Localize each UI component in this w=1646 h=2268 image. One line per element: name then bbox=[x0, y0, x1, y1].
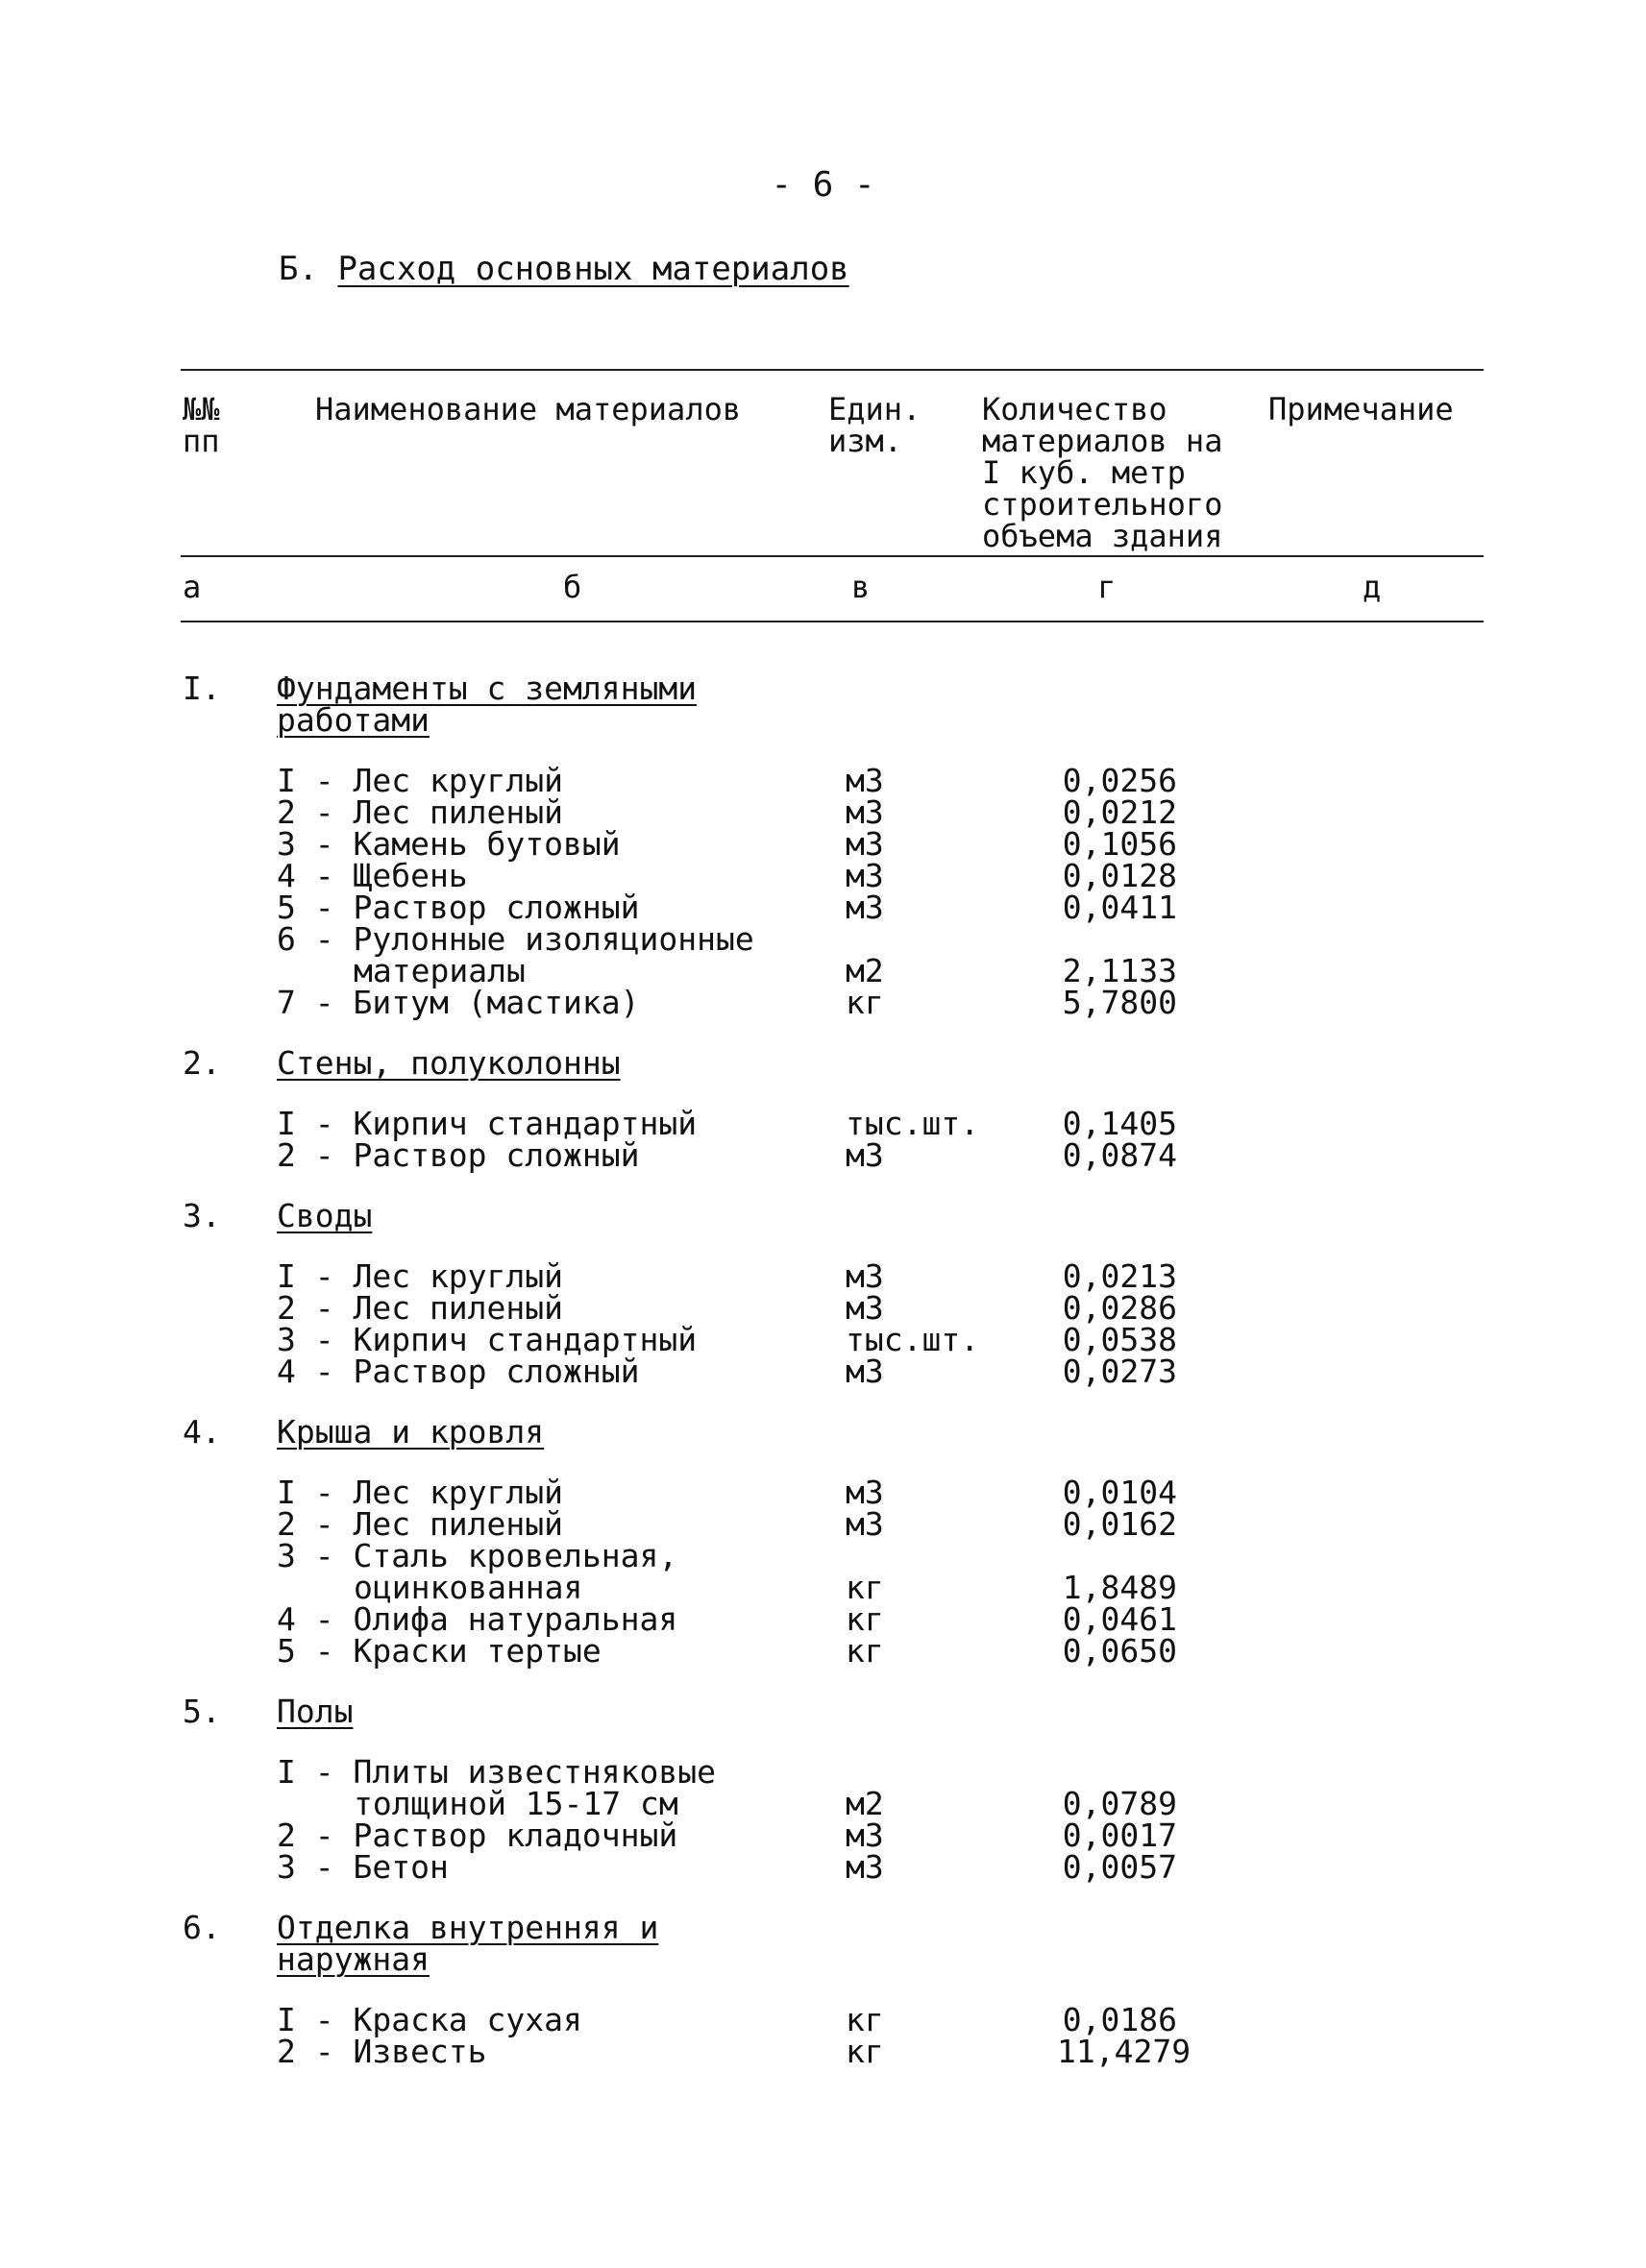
section-number: 2. bbox=[183, 1044, 221, 1082]
header-num-line: пп bbox=[183, 423, 220, 459]
header-name bbox=[315, 391, 742, 427]
unit-cell: м3 bbox=[846, 1136, 884, 1174]
table-row bbox=[0, 1753, 1646, 1822]
table-row bbox=[0, 1600, 1646, 1638]
heading-prefix: Б. bbox=[279, 250, 318, 288]
header-quantity-line: материалов на bbox=[982, 423, 1223, 459]
section-number: 4. bbox=[183, 1413, 221, 1451]
material-name: 7 - Битум (мастика) bbox=[277, 984, 640, 1021]
section-number: I. bbox=[183, 670, 221, 707]
material-name-cell bbox=[277, 1353, 815, 1390]
table-row bbox=[0, 762, 1646, 799]
material-name-cell bbox=[277, 857, 815, 894]
material-name: 2 - Лес пиленый bbox=[277, 793, 564, 831]
quantity-cell: 0,0411 bbox=[1062, 889, 1177, 926]
section-number: 6. bbox=[183, 1909, 221, 1946]
material-name-cell bbox=[277, 1136, 815, 1174]
quantity-cell: 0,0789 bbox=[1062, 1785, 1177, 1822]
section-title: Крыша и кровля bbox=[277, 1413, 545, 1451]
quantity-cell: 0,0650 bbox=[1062, 1632, 1177, 1670]
section-items bbox=[0, 2001, 1646, 2070]
material-name-cell bbox=[277, 1105, 815, 1142]
unit-cell: м3 bbox=[846, 889, 884, 926]
unit-cell: м3 bbox=[846, 793, 884, 831]
material-name: I - Краска сухая bbox=[277, 2001, 582, 2038]
table-row bbox=[0, 1289, 1646, 1327]
table-row bbox=[0, 889, 1646, 926]
quantity-cell: 0,0273 bbox=[1062, 1353, 1177, 1390]
table-row bbox=[0, 793, 1646, 831]
header-unit bbox=[828, 391, 921, 459]
material-name: 4 - Раствор сложный bbox=[277, 1353, 640, 1390]
material-name-cell bbox=[277, 2001, 815, 2038]
quantity-cell: 0,0461 bbox=[1062, 1600, 1177, 1638]
column-letter: а bbox=[183, 569, 202, 605]
material-name-cell bbox=[277, 1257, 815, 1295]
section-items bbox=[0, 762, 1646, 1021]
unit-cell: кг bbox=[846, 2001, 884, 2038]
table-section bbox=[0, 1044, 1646, 1174]
letters-bottom-rule bbox=[181, 621, 1484, 622]
material-name-cell bbox=[277, 1474, 815, 1511]
section-number: 3. bbox=[183, 1197, 221, 1234]
unit-cell: м3 bbox=[846, 1848, 884, 1886]
material-name: 6 - Рулонные изоляционные bbox=[277, 920, 754, 958]
table-row bbox=[0, 1817, 1646, 1854]
table-row bbox=[0, 825, 1646, 863]
material-name-cell bbox=[277, 1817, 815, 1854]
section-items bbox=[0, 1105, 1646, 1174]
material-name: I - Лес круглый bbox=[277, 762, 564, 799]
section-number: 5. bbox=[183, 1693, 221, 1730]
unit-cell: м2 bbox=[846, 1785, 884, 1822]
material-name: 4 - Щебень bbox=[277, 857, 468, 894]
unit-cell: кг bbox=[846, 1569, 884, 1606]
quantity-cell: 1,8489 bbox=[1062, 1569, 1177, 1606]
section-title: Отделка внутренняя и наружная bbox=[277, 1909, 659, 1978]
heading-title: Расход основных материалов bbox=[337, 250, 849, 288]
quantity-cell: 0,0057 bbox=[1062, 1848, 1177, 1886]
material-name-cell bbox=[277, 2033, 815, 2070]
quantity-cell: 0,0213 bbox=[1062, 1257, 1177, 1295]
column-letter: в bbox=[851, 569, 871, 605]
table-row bbox=[0, 1321, 1646, 1358]
table-section bbox=[0, 1909, 1646, 2070]
material-name-continuation: оцинкованная bbox=[354, 1569, 583, 1606]
header-unit-line: Един. bbox=[828, 391, 921, 427]
unit-cell: кг bbox=[846, 1600, 884, 1638]
section-title: Своды bbox=[277, 1197, 373, 1234]
quantity-cell: 0,0104 bbox=[1062, 1474, 1177, 1511]
table-row bbox=[0, 920, 1646, 989]
column-letter: д bbox=[1363, 569, 1382, 605]
material-name-continuation: материалы bbox=[354, 952, 526, 989]
material-name: 3 - Бетон bbox=[277, 1848, 449, 1886]
table-section bbox=[0, 1693, 1646, 1886]
header-quantity bbox=[982, 391, 1223, 554]
quantity-cell: 0,0538 bbox=[1062, 1321, 1177, 1358]
table-section bbox=[0, 1197, 1646, 1390]
unit-cell: кг bbox=[846, 1632, 884, 1670]
material-name-cell bbox=[277, 1753, 815, 1822]
table-row bbox=[0, 857, 1646, 894]
table-body bbox=[0, 672, 1646, 2096]
material-name: 4 - Олифа натуральная bbox=[277, 1600, 678, 1638]
unit-cell: м3 bbox=[846, 1505, 884, 1543]
section-items bbox=[0, 1257, 1646, 1390]
quantity-cell: 11,4279 bbox=[1057, 2033, 1192, 2070]
material-name-cell bbox=[277, 1848, 815, 1886]
unit-cell: тыс.шт. bbox=[846, 1321, 980, 1358]
material-name-cell bbox=[277, 1321, 815, 1358]
header-quantity-line: строительного bbox=[982, 486, 1223, 523]
column-letter: б bbox=[563, 569, 582, 605]
material-name: 2 - Лес пиленый bbox=[277, 1289, 564, 1327]
material-name-cell bbox=[277, 762, 815, 799]
unit-cell: м3 bbox=[846, 1257, 884, 1295]
quantity-cell: 0,0212 bbox=[1062, 793, 1177, 831]
unit-cell: кг bbox=[846, 2033, 884, 2070]
table-section bbox=[0, 670, 1646, 1021]
material-name: I - Лес круглый bbox=[277, 1257, 564, 1295]
header-note-line: Примечание bbox=[1268, 391, 1454, 427]
quantity-cell: 0,0874 bbox=[1062, 1136, 1177, 1174]
header-note bbox=[1268, 391, 1454, 427]
material-name: 2 - Лес пиленый bbox=[277, 1505, 564, 1543]
material-name: 5 - Краски тертые bbox=[277, 1632, 602, 1670]
header-quantity-line: I куб. метр bbox=[982, 454, 1186, 491]
header-name-line: Наименование материалов bbox=[315, 391, 742, 427]
quantity-cell: 0,0017 bbox=[1062, 1817, 1177, 1854]
material-name: 2 - Известь bbox=[277, 2033, 487, 2070]
material-name-cell bbox=[277, 984, 815, 1021]
unit-cell: м3 bbox=[846, 825, 884, 863]
quantity-cell: 0,0128 bbox=[1062, 857, 1177, 894]
table-row bbox=[0, 1632, 1646, 1670]
section-items bbox=[0, 1753, 1646, 1886]
unit-cell: м3 bbox=[846, 1817, 884, 1854]
table-row bbox=[0, 1848, 1646, 1886]
table-row bbox=[0, 1537, 1646, 1606]
material-name: 3 - Кирпич стандартный bbox=[277, 1321, 698, 1358]
table-row bbox=[0, 1505, 1646, 1543]
table-top-rule bbox=[181, 369, 1484, 371]
material-name-cell bbox=[277, 920, 815, 989]
header-num-line: №№ bbox=[183, 391, 220, 427]
table-row bbox=[0, 1353, 1646, 1390]
header-num bbox=[183, 391, 220, 459]
material-name: I - Плиты известняковые bbox=[277, 1753, 716, 1791]
quantity-cell: 5,7800 bbox=[1062, 984, 1177, 1021]
material-name-continuation: толщиной 15-17 см bbox=[354, 1785, 678, 1822]
header-quantity-line: Количество bbox=[982, 391, 1167, 427]
material-name-cell bbox=[277, 1537, 815, 1606]
material-name-cell bbox=[277, 1600, 815, 1638]
quantity-cell: 0,0186 bbox=[1062, 2001, 1177, 2038]
material-name: I - Лес круглый bbox=[277, 1474, 564, 1511]
material-name: I - Кирпич стандартный bbox=[277, 1105, 698, 1142]
unit-cell: тыс.шт. bbox=[846, 1105, 980, 1142]
unit-cell: м3 bbox=[846, 857, 884, 894]
material-name-cell bbox=[277, 1289, 815, 1327]
section-title: Фундаменты с земляными работами bbox=[277, 670, 698, 739]
section-heading bbox=[279, 250, 849, 288]
material-name: 2 - Раствор сложный bbox=[277, 1136, 640, 1174]
header-unit-line: изм. bbox=[828, 423, 903, 459]
table-row bbox=[0, 1136, 1646, 1174]
quantity-cell: 0,1056 bbox=[1062, 825, 1177, 863]
material-name: 2 - Раствор кладочный bbox=[277, 1817, 678, 1854]
unit-cell: м2 bbox=[846, 952, 884, 989]
quantity-cell: 2,1133 bbox=[1062, 952, 1177, 989]
material-name: 3 - Камень бутовый bbox=[277, 825, 621, 863]
material-name-cell bbox=[277, 889, 815, 926]
section-title: Полы bbox=[277, 1693, 354, 1730]
material-name: 5 - Раствор сложный bbox=[277, 889, 640, 926]
material-name-cell bbox=[277, 1632, 815, 1670]
material-name-cell bbox=[277, 793, 815, 831]
table-row bbox=[0, 2033, 1646, 2070]
section-title: Стены, полуколонны bbox=[277, 1044, 621, 1082]
quantity-cell: 0,0286 bbox=[1062, 1289, 1177, 1327]
material-name-cell bbox=[277, 1505, 815, 1543]
unit-cell: м3 bbox=[846, 1289, 884, 1327]
page-number: - 6 - bbox=[771, 165, 875, 205]
quantity-cell: 0,1405 bbox=[1062, 1105, 1177, 1142]
table-row bbox=[0, 1105, 1646, 1142]
table-row bbox=[0, 984, 1646, 1021]
quantity-cell: 0,0162 bbox=[1062, 1505, 1177, 1543]
table-row bbox=[0, 1257, 1646, 1295]
quantity-cell: 0,0256 bbox=[1062, 762, 1177, 799]
unit-cell: м3 bbox=[846, 1353, 884, 1390]
column-letter: г bbox=[1097, 569, 1117, 605]
unit-cell: кг bbox=[846, 984, 884, 1021]
table-row bbox=[0, 1474, 1646, 1511]
header-quantity-line: объема здания bbox=[982, 518, 1223, 554]
material-name: 3 - Сталь кровельная, bbox=[277, 1537, 678, 1574]
unit-cell: м3 bbox=[846, 762, 884, 799]
unit-cell: м3 bbox=[846, 1474, 884, 1511]
section-items bbox=[0, 1474, 1646, 1670]
table-section bbox=[0, 1413, 1646, 1670]
table-row bbox=[0, 2001, 1646, 2038]
header-bottom-rule bbox=[181, 555, 1484, 557]
material-name-cell bbox=[277, 825, 815, 863]
